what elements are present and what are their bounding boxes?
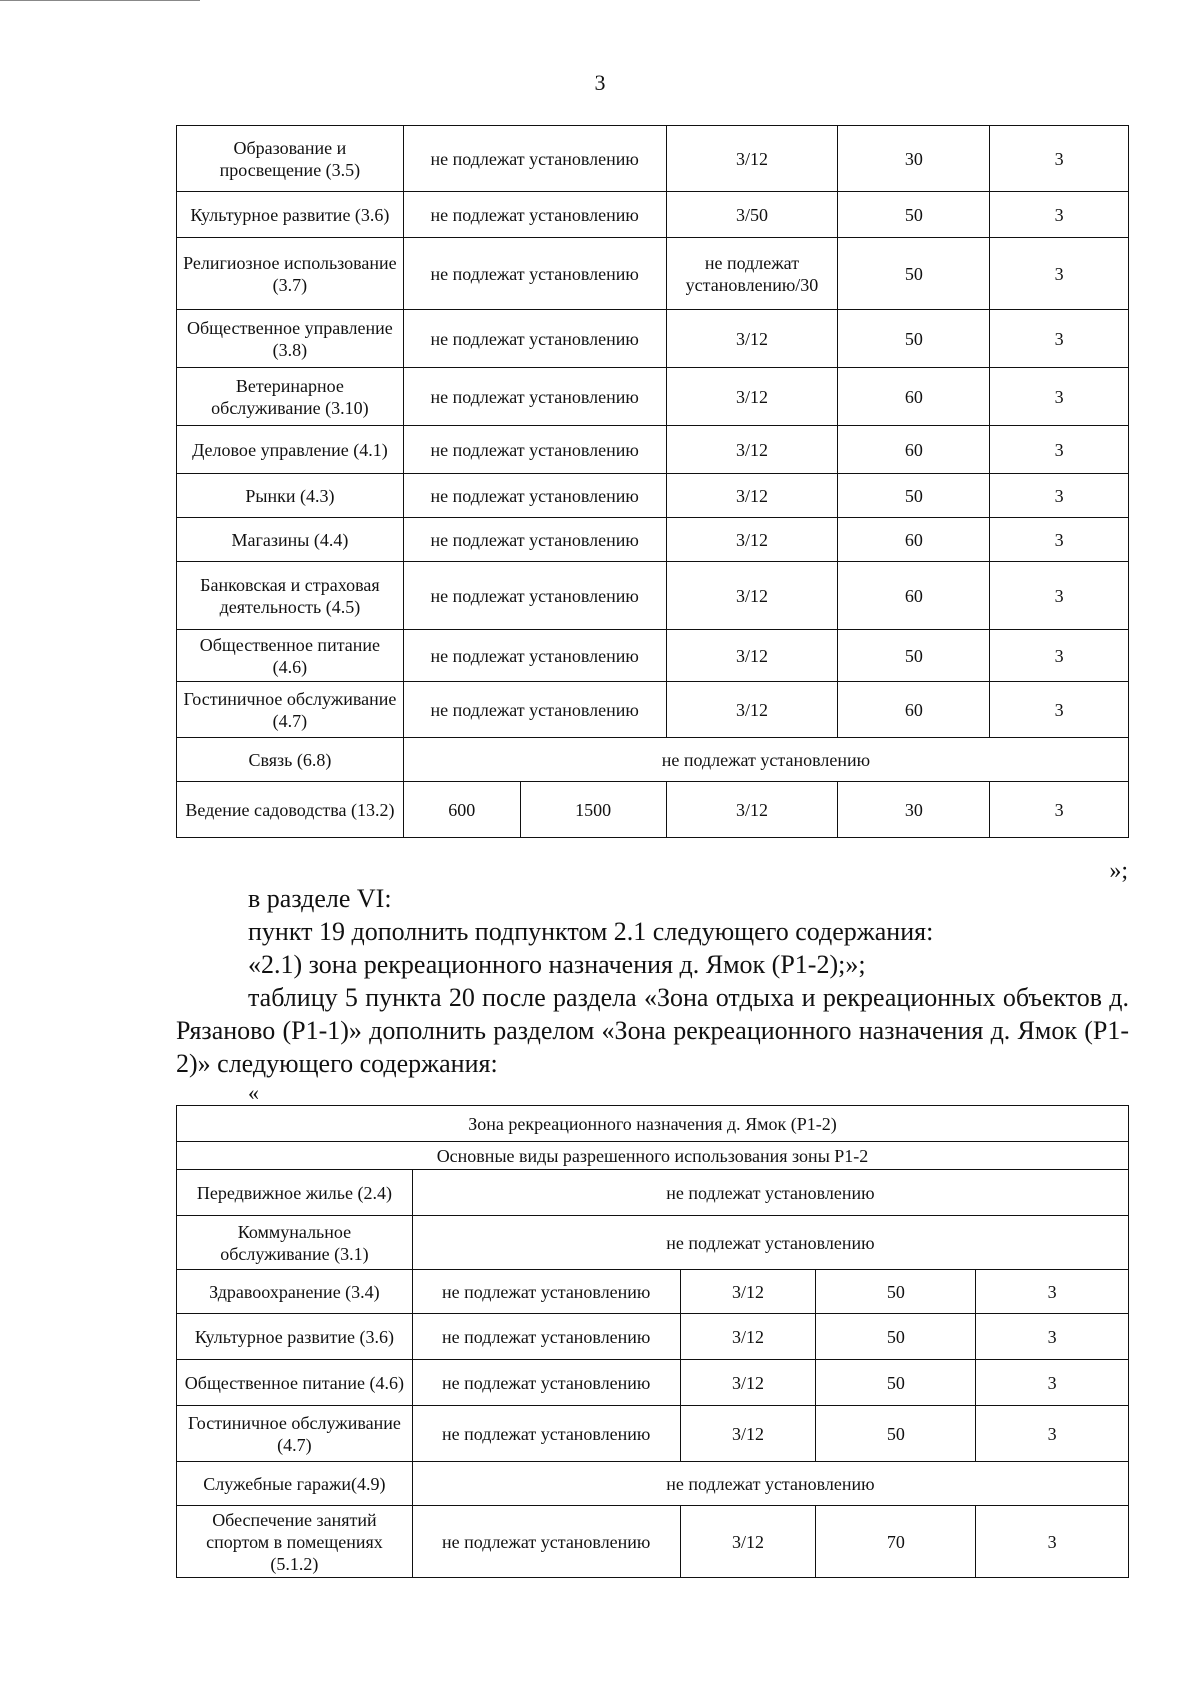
cell-area: не подлежат установлению [412,1360,680,1406]
cell-setback: 3/12 [680,1506,816,1578]
row-name: Религиозное использование (3.7) [177,238,404,310]
row-name: Образование и просвещение (3.5) [177,126,404,192]
cell-coverage: 50 [816,1360,976,1406]
table-row [177,310,1129,368]
cell-setback: 3/12 [666,782,838,838]
table-row [177,630,1129,682]
table-row [177,368,1129,426]
row-name: Здравоохранение (3.4) [177,1270,413,1314]
cell-area: не подлежат установлению [403,310,666,368]
cell-area: не подлежат установлению [403,368,666,426]
cell-coverage: 60 [838,368,990,426]
page-number: 3 [594,70,606,95]
cell-coverage: 50 [838,474,990,518]
cell-coverage: 50 [838,238,990,310]
table-row [177,518,1129,562]
cell-floors: 3 [990,426,1129,474]
cell-coverage: 50 [838,310,990,368]
table-row [177,126,1129,192]
paragraph: в разделе VI: [248,884,392,913]
row-value: не подлежат установлению [412,1216,1128,1270]
row-name: Общественное питание (4.6) [177,1360,413,1406]
row-name: Общественное питание (4.6) [177,630,404,682]
row-name: Магазины (4.4) [177,518,404,562]
row-name: Культурное развитие (3.6) [177,1314,413,1360]
cell-setback: 3/12 [666,518,838,562]
table-row [177,1270,1129,1314]
cell-floors: 3 [990,368,1129,426]
cell-floors: 3 [976,1314,1129,1360]
cell-area: не подлежат установлению [403,474,666,518]
cell-area: не подлежат установлению [403,192,666,238]
cell-coverage: 60 [838,426,990,474]
cell-floors: 3 [990,518,1129,562]
paragraph: «2.1) зона рекреационного назначения д. Ямок (Р1-2);»; [248,950,866,979]
cell-area: не подлежат установлению [412,1406,680,1462]
cell-floors: 3 [990,474,1129,518]
cell-setback: 3/12 [666,310,838,368]
cell-setback: 3/12 [680,1270,816,1314]
row-name: Гостиничное обслуживание (4.7) [177,1406,413,1462]
cell-setback: 3/12 [666,630,838,682]
cell-area: не подлежат установлению [403,682,666,738]
table-row [177,1314,1129,1360]
row-name: Рынки (4.3) [177,474,404,518]
cell-setback: 3/12 [666,474,838,518]
table-row [177,1506,1129,1578]
cell-floors: 3 [990,126,1129,192]
scan-edge-line [0,0,200,1]
cell-setback: 3/12 [666,426,838,474]
cell-area: не подлежат установлению [412,1314,680,1360]
cell-area: не подлежат установлению [403,518,666,562]
cell-area: не подлежат установлению [412,1506,680,1578]
table-row [177,1462,1129,1506]
cell-area: не подлежат установлению [403,238,666,310]
paragraph: таблицу 5 пункта 20 после раздела «Зона отдыха и рекреационных объектов д. Рязаново (Р1-1)» дополнить разделом «Зона рекреационного назначения д. Ямок (Р1-2)» следующего содержания: [176,983,1129,1078]
cell-floors: 3 [976,1360,1129,1406]
row-value: не подлежат установлению [412,1170,1128,1216]
cell-floors: 3 [990,782,1129,838]
cell-setback: 3/50 [666,192,838,238]
cell-setback: 3/12 [666,682,838,738]
cell-min-area: 600 [403,782,520,838]
cell-coverage: 50 [838,630,990,682]
cell-max-area: 1500 [520,782,666,838]
opening-quote: « [248,1080,259,1105]
cell-floors: 3 [990,630,1129,682]
cell-coverage: 60 [838,682,990,738]
row-name: Служебные гаражи(4.9) [177,1462,413,1506]
cell-floors: 3 [990,238,1129,310]
cell-setback: 3/12 [680,1314,816,1360]
row-name: Деловое управление (4.1) [177,426,404,474]
table-subtitle-row [177,1142,1129,1170]
cell-floors: 3 [976,1406,1129,1462]
cell-setback: 3/12 [666,368,838,426]
cell-coverage: 50 [816,1314,976,1360]
paragraph: пункт 19 дополнить подпунктом 2.1 следующего содержания: [248,917,934,946]
table-row [177,1360,1129,1406]
row-value: не подлежат установлению [412,1462,1128,1506]
row-name: Культурное развитие (3.6) [177,192,404,238]
table-row [177,682,1129,738]
cell-floors: 3 [990,192,1129,238]
cell-coverage: 30 [838,782,990,838]
table-zone-p1-1-continued [176,125,1129,838]
table-row [177,1406,1129,1462]
table-row [177,1170,1129,1216]
cell-area: не подлежат установлению [403,562,666,630]
cell-setback: 3/12 [666,562,838,630]
cell-setback: 3/12 [666,126,838,192]
row-value: не подлежат установлению [403,738,1128,782]
table-subtitle: Основные виды разрешенного использования зоны Р1-2 [177,1142,1129,1170]
cell-floors: 3 [976,1506,1129,1578]
cell-floors: 3 [976,1270,1129,1314]
table-row [177,1216,1129,1270]
cell-area: не подлежат установлению [403,630,666,682]
cell-area: не подлежат установлению [403,426,666,474]
row-name: Общественное управление (3.8) [177,310,404,368]
table-row [177,238,1129,310]
table-row [177,562,1129,630]
cell-coverage: 30 [838,126,990,192]
cell-coverage: 70 [816,1506,976,1578]
row-name: Гостиничное обслуживание (4.7) [177,682,404,738]
cell-setback: 3/12 [680,1360,816,1406]
table-row [177,426,1129,474]
cell-coverage: 50 [816,1270,976,1314]
cell-setback: 3/12 [680,1406,816,1462]
row-name: Передвижное жилье (2.4) [177,1170,413,1216]
table-zone-p1-2 [176,1105,1129,1578]
row-name: Коммунальное обслуживание (3.1) [177,1216,413,1270]
table-row [177,192,1129,238]
table-title: Зона рекреационного назначения д. Ямок (Р1-2) [177,1106,1129,1142]
cell-coverage: 60 [838,562,990,630]
cell-area: не подлежат установлению [403,126,666,192]
row-name: Ведение садоводства (13.2) [177,782,404,838]
cell-coverage: 50 [816,1406,976,1462]
cell-setback: не подлежат установлению/30 [666,238,838,310]
row-name: Ветеринарное обслуживание (3.10) [177,368,404,426]
cell-floors: 3 [990,682,1129,738]
row-name: Банковская и страховая деятельность (4.5) [177,562,404,630]
row-name: Обеспечение занятий спортом в помещениях (5.1.2) [177,1506,413,1578]
cell-coverage: 60 [838,518,990,562]
cell-area: не подлежат установлению [412,1270,680,1314]
table-row [177,474,1129,518]
row-name: Связь (6.8) [177,738,404,782]
cell-coverage: 50 [838,192,990,238]
closing-quote: »; [1109,858,1128,884]
cell-floors: 3 [990,310,1129,368]
table-row [177,782,1129,838]
cell-floors: 3 [990,562,1129,630]
table-row [177,738,1129,782]
table-title-row [177,1106,1129,1142]
